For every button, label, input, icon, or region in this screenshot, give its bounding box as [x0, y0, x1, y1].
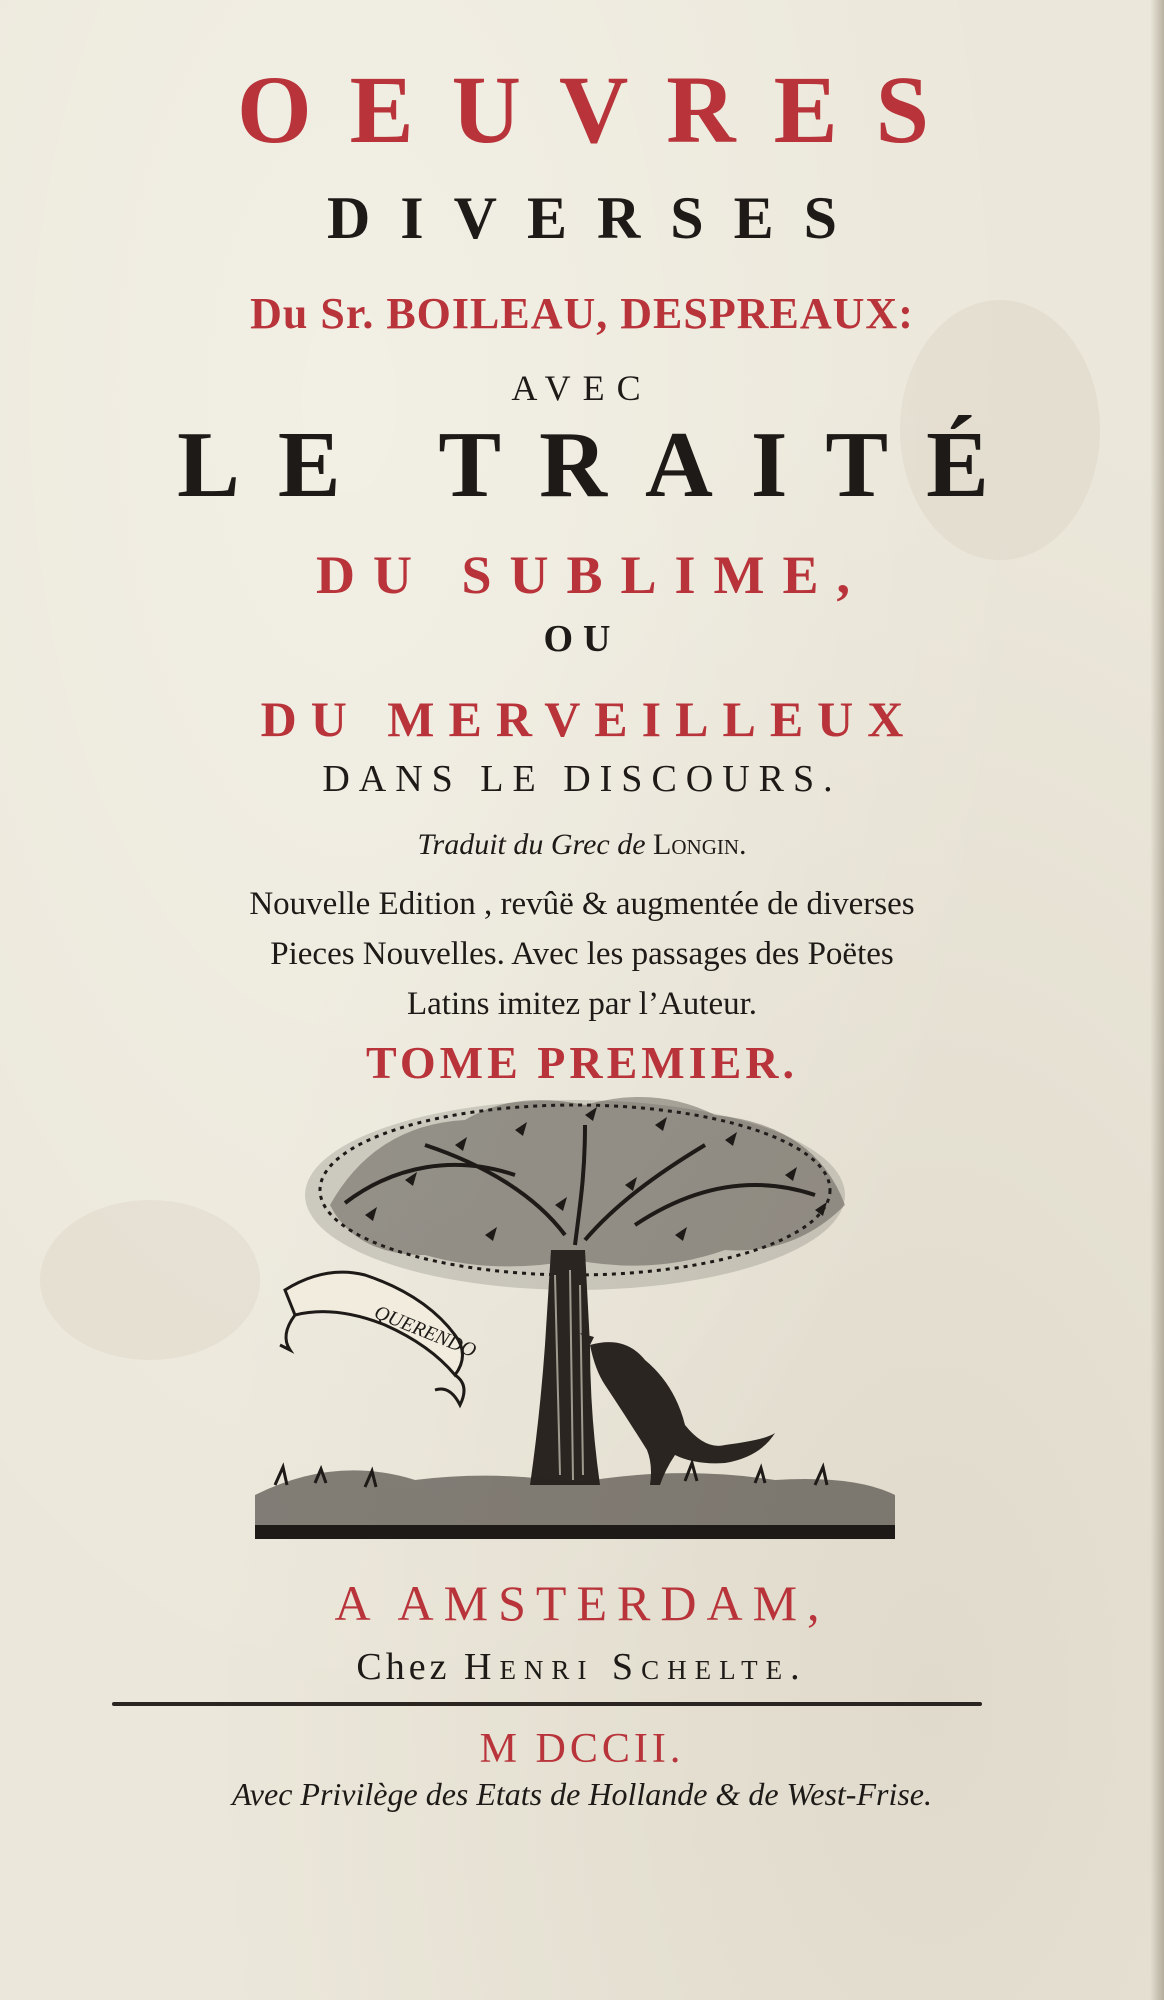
imprint-rule: [112, 1702, 982, 1706]
title-le-traite: LE TRAITÉ: [177, 413, 1027, 517]
imprint-place: A AMSTERDAM,: [334, 1575, 830, 1631]
volume-label: TOME PREMIER.: [366, 1037, 798, 1088]
fox-figure: [580, 1333, 775, 1485]
printer-name: Henri Schelte.: [464, 1646, 808, 1688]
avec-line: AVEC: [511, 368, 653, 408]
translation-prefix: Traduit du Grec de: [417, 828, 654, 861]
privilege-line: Avec Privilège des Etats de Hollande & de West-Frise.: [232, 1776, 932, 1812]
edition-note-line-3: Latins imitez par l’Auteur.: [406, 986, 758, 1022]
title-du-sublime: DU SUBLIME,: [315, 545, 869, 605]
banner-motto: QUERENDO: [371, 1301, 480, 1363]
author-line: Du Sr. BOILEAU, DESPREAUX:: [250, 289, 914, 338]
title-diverses: DIVERSES: [326, 185, 868, 251]
imprint-printer: [0, 1648, 1164, 1686]
paper-stain: [40, 1200, 260, 1360]
title-dans-le-discours: DANS LE DISCOURS.: [322, 758, 842, 800]
edition-note-line-2: Pieces Nouvelles. Avec les passages des Poëtes: [270, 936, 894, 972]
title-du-merveilleux: DU MERVEILLEUX: [260, 691, 918, 747]
translator-author: Longin.: [653, 828, 747, 861]
banner-scroll: [280, 1272, 479, 1405]
printer-prefix: Chez: [356, 1646, 464, 1688]
printer-device-woodcut: [255, 1085, 895, 1575]
imprint-date: M DCCII.: [479, 1726, 685, 1772]
title-oeuvres: OEUVRES: [236, 56, 968, 163]
translation-credit: [0, 830, 1164, 860]
ou-line: OU: [543, 618, 621, 660]
edition-note-line-1: Nouvelle Edition , revûë & augmentée de diverses: [249, 886, 915, 922]
